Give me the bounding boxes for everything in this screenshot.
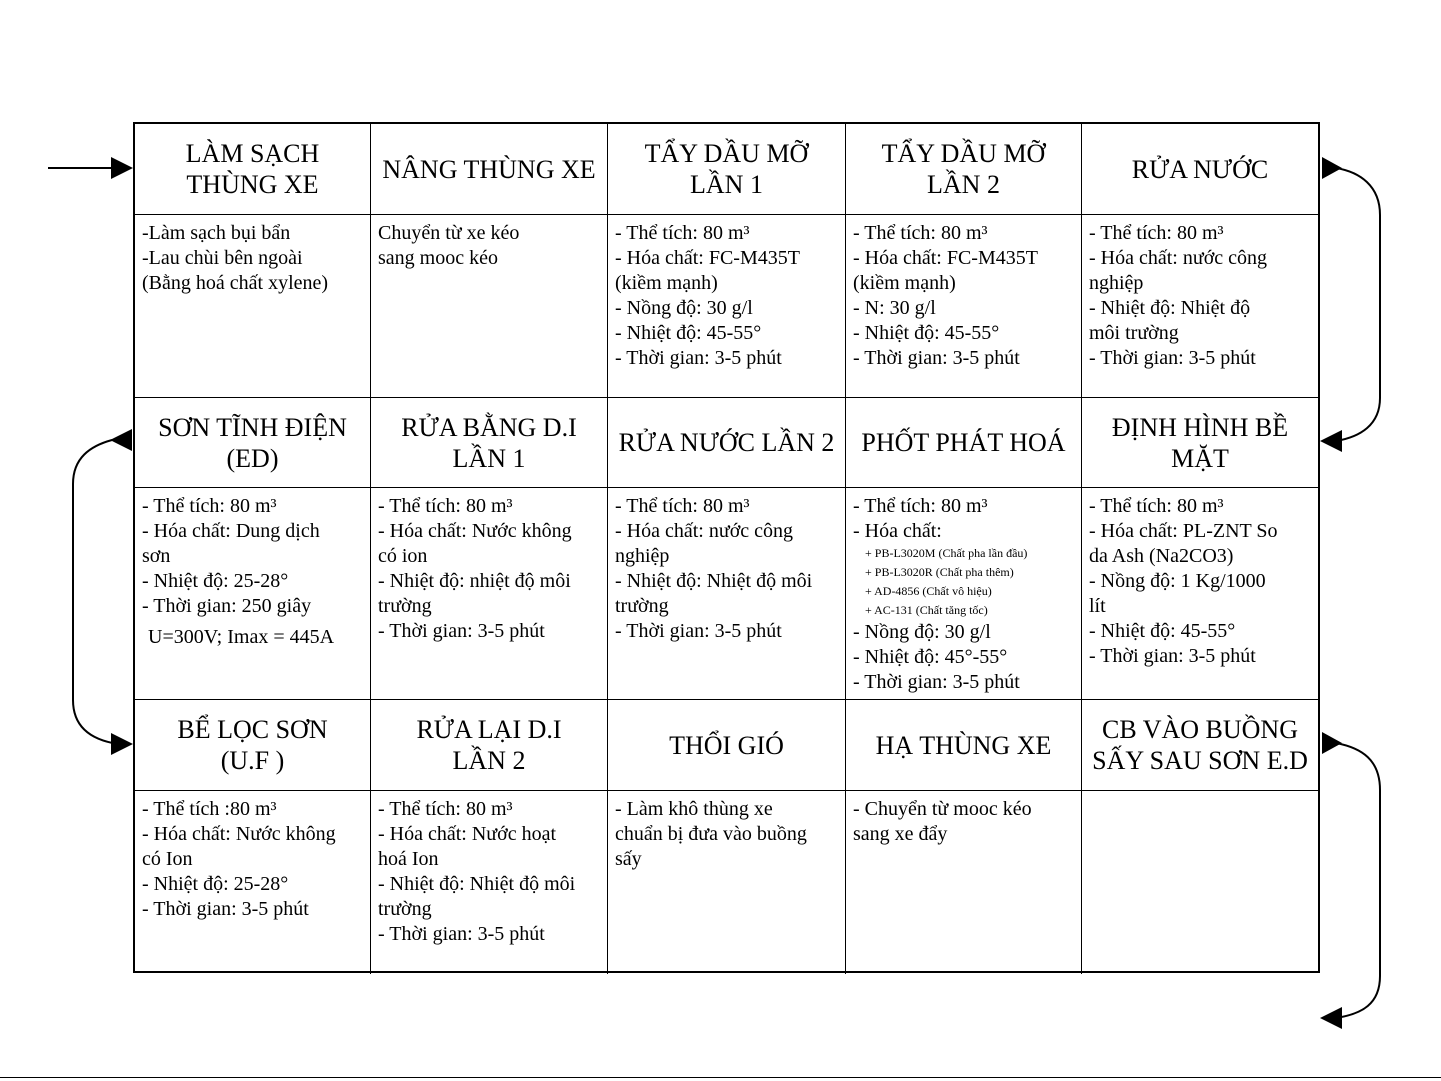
connector-left-start-arrowhead	[110, 429, 132, 451]
detail-line: - Thời gian: 3-5 phút	[378, 923, 545, 945]
connector-left-row2-row3	[73, 440, 118, 744]
detail-line: - Thời gian: 3-5 phút	[615, 620, 782, 642]
detail-line: - Nồng độ: 30 g/l	[853, 621, 991, 643]
voltage-current-line: U=300V; Imax = 445A	[148, 626, 335, 648]
detail-line: sấy	[615, 848, 642, 870]
detail-line: - Thời gian: 3-5 phút	[1089, 645, 1256, 667]
step-son-tinh-dien-details	[135, 488, 371, 700]
detail-line: - Thể tích: 80 m³	[615, 222, 750, 244]
detail-line: - Làm khô thùng xe	[615, 798, 773, 820]
connector-right-end-arrowhead	[1320, 430, 1342, 452]
connector-right-row1-row2	[1336, 168, 1380, 441]
detail-line: - Thời gian: 3-5 phút	[853, 671, 1020, 693]
step-thoi-gio-title: THỔI GIÓ	[608, 700, 846, 791]
detail-line: trường	[378, 595, 432, 617]
step-cb-vao-buong-say-details	[1082, 791, 1318, 974]
detail-line: - Hóa chất:	[853, 520, 942, 542]
entry-arrowhead	[111, 157, 133, 179]
step-thoi-gio-details	[608, 791, 846, 974]
detail-line: - Chuyển từ mooc kéo	[853, 798, 1032, 820]
detail-line: - Hóa chất: nước công	[1089, 247, 1268, 269]
detail-line: - Thời gian: 250 giây	[142, 595, 312, 617]
step-ha-thung-xe-details	[846, 791, 1082, 974]
detail-line: - Hóa chất: Nước hoạt	[378, 823, 557, 845]
step-rua-lai-di-2-title: RỬA LẠI D.I LẦN 2	[371, 700, 608, 791]
chemical-item: + PB-L3020R (Chất pha thêm)	[865, 565, 1014, 579]
detail-line: - Hóa chất: PL-ZNT So	[1089, 520, 1278, 542]
detail-line: - Nhiệt độ: 25-28°	[142, 873, 289, 895]
step-tay-dau-mo-1-details	[608, 215, 846, 398]
detail-line: - Thể tích :80 m³	[142, 798, 277, 820]
detail-line: - Nhiệt độ: 45-55°	[1089, 620, 1236, 642]
step-tay-dau-mo-2-title: TẨY DẦU MỠ LẦN 2	[846, 124, 1082, 215]
detail-line: - Hóa chất: Nước không	[142, 823, 336, 845]
process-flow-table	[133, 122, 1320, 973]
detail-line: (kiềm mạnh)	[853, 272, 956, 294]
detail-line: - Nhiệt độ: Nhiệt độ môi	[378, 873, 576, 895]
detail-line: - Nồng độ: 1 Kg/1000	[1089, 570, 1266, 592]
detail-line: - Thời gian: 3-5 phút	[853, 347, 1020, 369]
detail-line: - Nhiệt độ: Nhiệt độ	[1089, 297, 1251, 319]
detail-line: - Thể tích: 80 m³	[378, 495, 513, 517]
step-rua-nuoc-2-title: RỬA NƯỚC LẦN 2	[608, 398, 846, 488]
detail-line: - Thể tích: 80 m³	[853, 495, 988, 517]
detail-line: - Hóa chất: FC-M435T	[615, 247, 800, 269]
detail-line: da Ash (Na2CO3)	[1089, 545, 1234, 567]
detail-line: - Thể tích: 80 m³	[378, 798, 513, 820]
detail-line: nghiệp	[615, 545, 670, 567]
step-rua-bang-di-1-details	[371, 488, 608, 700]
detail-line: Chuyển từ xe kéo	[378, 222, 520, 244]
detail-line: - Nồng độ: 30 g/l	[615, 297, 753, 319]
step-nang-thung-xe-details	[371, 215, 608, 398]
detail-line: - Thể tích: 80 m³	[1089, 495, 1224, 517]
detail-line: - N: 30 g/l	[853, 297, 936, 319]
detail-line: - Thời gian: 3-5 phút	[1089, 347, 1256, 369]
step-rua-nuoc-details	[1082, 215, 1318, 398]
step-be-loc-son-details	[135, 791, 371, 974]
detail-line: - Thể tích: 80 m³	[1089, 222, 1224, 244]
detail-line: - Nhiệt độ: 45-55°	[853, 322, 1000, 344]
step-cb-vao-buong-say-title: CB VÀO BUỒNG SẤY SAU SƠN E.D	[1082, 700, 1318, 791]
step-be-loc-son-title: BỂ LỌC SƠN (U.F )	[135, 700, 371, 791]
detail-line: - Nhiệt độ: nhiệt độ môi	[378, 570, 571, 592]
detail-line: - Hóa chất: Dung dịch	[142, 520, 320, 542]
detail-line: có Ion	[142, 848, 193, 870]
chemical-item: + AD-4856 (Chất vô hiệu)	[865, 584, 992, 598]
connector-exit	[1336, 743, 1380, 1018]
detail-line: (Bằng hoá chất xylene)	[142, 272, 329, 294]
detail-line: sang xe đẩy	[853, 823, 948, 845]
bottom-border-line	[0, 1077, 1441, 1078]
detail-line: - Nhiệt độ: 25-28°	[142, 570, 289, 592]
step-lam-sach-thung-xe-title: LÀM SẠCH THÙNG XE	[135, 124, 371, 215]
step-nang-thung-xe-title: NÂNG THÙNG XE	[371, 124, 608, 215]
connector-exit-start-arrowhead	[1322, 732, 1342, 754]
step-rua-lai-di-2-details	[371, 791, 608, 974]
detail-line: - Nhiệt độ: 45°-55°	[853, 646, 1008, 668]
step-dinh-hinh-be-mat-details	[1082, 488, 1318, 700]
detail-line: sang mooc kéo	[378, 247, 498, 269]
detail-line: -Lau chùi bên ngoài	[142, 247, 303, 269]
detail-line: nghiệp	[1089, 272, 1144, 294]
detail-line: sơn	[142, 545, 171, 567]
connector-right-start-arrowhead	[1322, 157, 1342, 179]
step-rua-nuoc-title: RỬA NƯỚC	[1082, 124, 1318, 215]
detail-line: - Hóa chất: FC-M435T	[853, 247, 1038, 269]
detail-line: có ion	[378, 545, 428, 567]
detail-line: - Thể tích: 80 m³	[142, 495, 277, 517]
detail-line: -Làm sạch bụi bẩn	[142, 222, 291, 244]
step-phot-phat-hoa-details	[846, 488, 1082, 700]
detail-line: hoá Ion	[378, 848, 439, 870]
detail-line: chuẩn bị đưa vào buồng	[615, 823, 807, 845]
detail-line: - Nhiệt độ: 45-55°	[615, 322, 762, 344]
step-son-tinh-dien-title: SƠN TĨNH ĐIỆN (ED)	[135, 398, 371, 488]
detail-line: - Nhiệt độ: Nhiệt độ môi	[615, 570, 813, 592]
detail-line: - Thể tích: 80 m³	[853, 222, 988, 244]
detail-line: - Thời gian: 3-5 phút	[615, 347, 782, 369]
detail-line: - Thời gian: 3-5 phút	[142, 898, 309, 920]
detail-line: (kiềm mạnh)	[615, 272, 718, 294]
detail-line: - Thể tích: 80 m³	[615, 495, 750, 517]
step-rua-bang-di-1-title: RỬA BẰNG D.I LẦN 1	[371, 398, 608, 488]
detail-line: - Hóa chất: Nước không	[378, 520, 572, 542]
chemical-item: + PB-L3020M (Chất pha lần đầu)	[865, 546, 1028, 560]
detail-line: - Hóa chất: nước công	[615, 520, 794, 542]
step-dinh-hinh-be-mat-title: ĐỊNH HÌNH BỀ MẶT	[1082, 398, 1318, 488]
detail-line: môi trường	[1089, 322, 1179, 344]
detail-line: lít	[1089, 595, 1106, 617]
step-rua-nuoc-2-details	[608, 488, 846, 700]
detail-line: trường	[615, 595, 669, 617]
connector-left-end-arrowhead	[111, 733, 133, 755]
step-tay-dau-mo-1-title: TẨY DẦU MỠ LẦN 1	[608, 124, 846, 215]
step-lam-sach-thung-xe-details	[135, 215, 371, 398]
step-ha-thung-xe-title: HẠ THÙNG XE	[846, 700, 1082, 791]
step-phot-phat-hoa-title: PHỐT PHÁT HOÁ	[846, 398, 1082, 488]
detail-line: trường	[378, 898, 432, 920]
step-tay-dau-mo-2-details	[846, 215, 1082, 398]
connector-exit-end-arrowhead	[1320, 1007, 1342, 1029]
detail-line: - Thời gian: 3-5 phút	[378, 620, 545, 642]
chemical-item: + AC-131 (Chất tăng tốc)	[865, 603, 988, 617]
